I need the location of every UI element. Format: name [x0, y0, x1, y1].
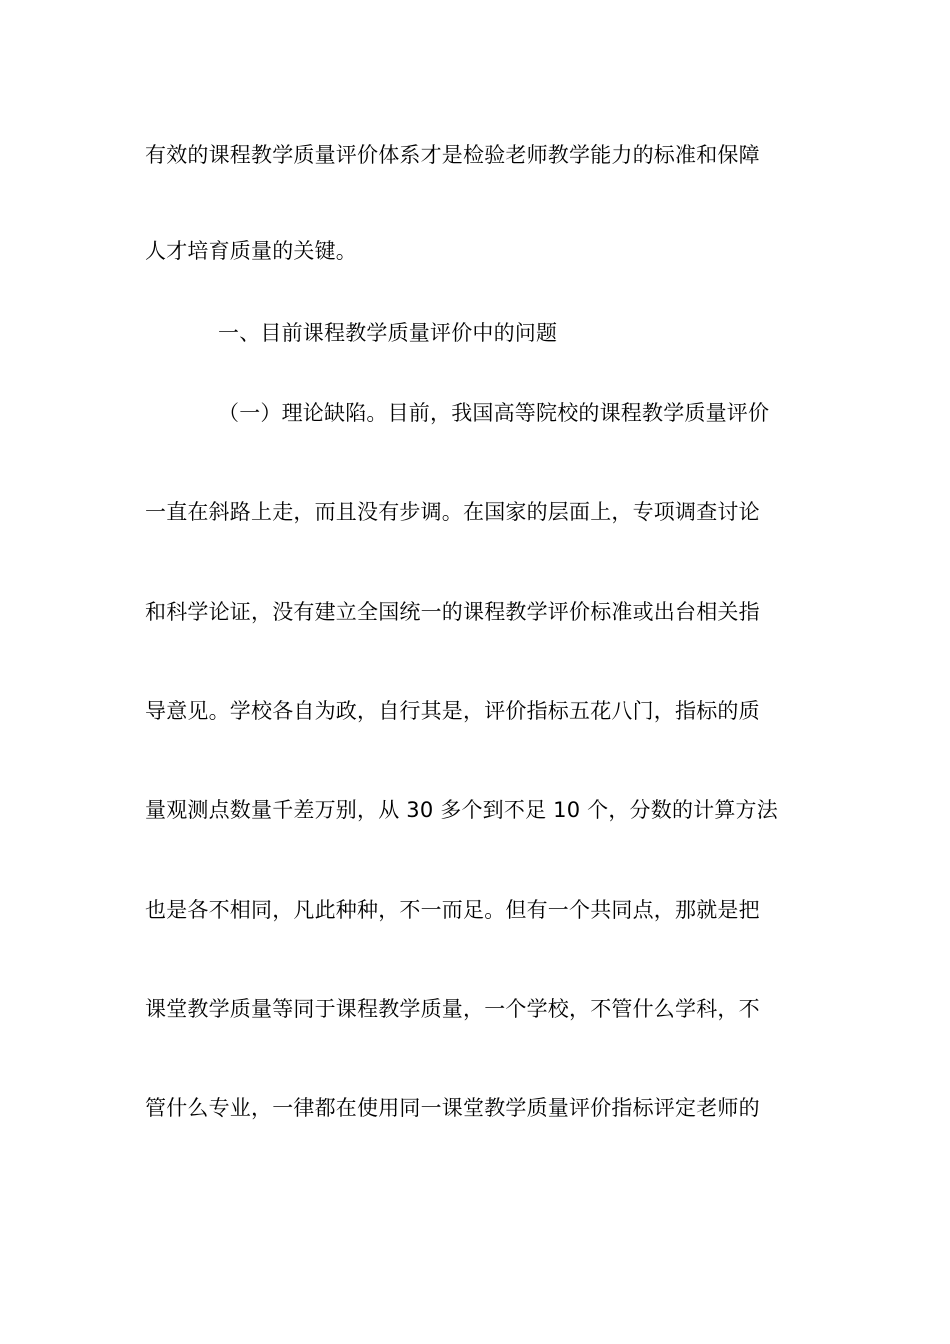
paragraph-line-8: 课堂教学质量等同于课程教学质量，一个学校，不管什么学科，不	[145, 997, 760, 1021]
paragraph-line-2: 人才培育质量的关键。	[145, 239, 357, 263]
paragraph-line-5: 导意见。学校各自为政，自行其是，评价指标五花八门，指标的质	[145, 699, 760, 723]
paragraph-line-7: 也是各不相同，凡此种种，不一而足。但有一个共同点，那就是把	[145, 898, 760, 922]
paragraph-line-9: 管什么专业，一律都在使用同一课堂教学质量评价指标评定老师的	[145, 1096, 760, 1120]
subsection-line-1: （一）理论缺陷。目前，我国高等院校的课程教学质量评价	[218, 401, 770, 425]
paragraph-line-3: 一直在斜路上走，而且没有步调。在国家的层面上，专项调查讨论	[145, 500, 760, 524]
paragraph-line-1: 有效的课程教学质量评价体系才是检验老师教学能力的标准和保障	[145, 143, 760, 167]
paragraph-line-6: 量观测点数量千差万别，从 30 多个到不足 10 个，分数的计算方法	[145, 798, 778, 822]
paragraph-line-4: 和科学论证，没有建立全国统一的课程教学评价标准或出台相关指	[145, 600, 760, 624]
section-heading: 一、目前课程教学质量评价中的问题	[218, 321, 558, 345]
